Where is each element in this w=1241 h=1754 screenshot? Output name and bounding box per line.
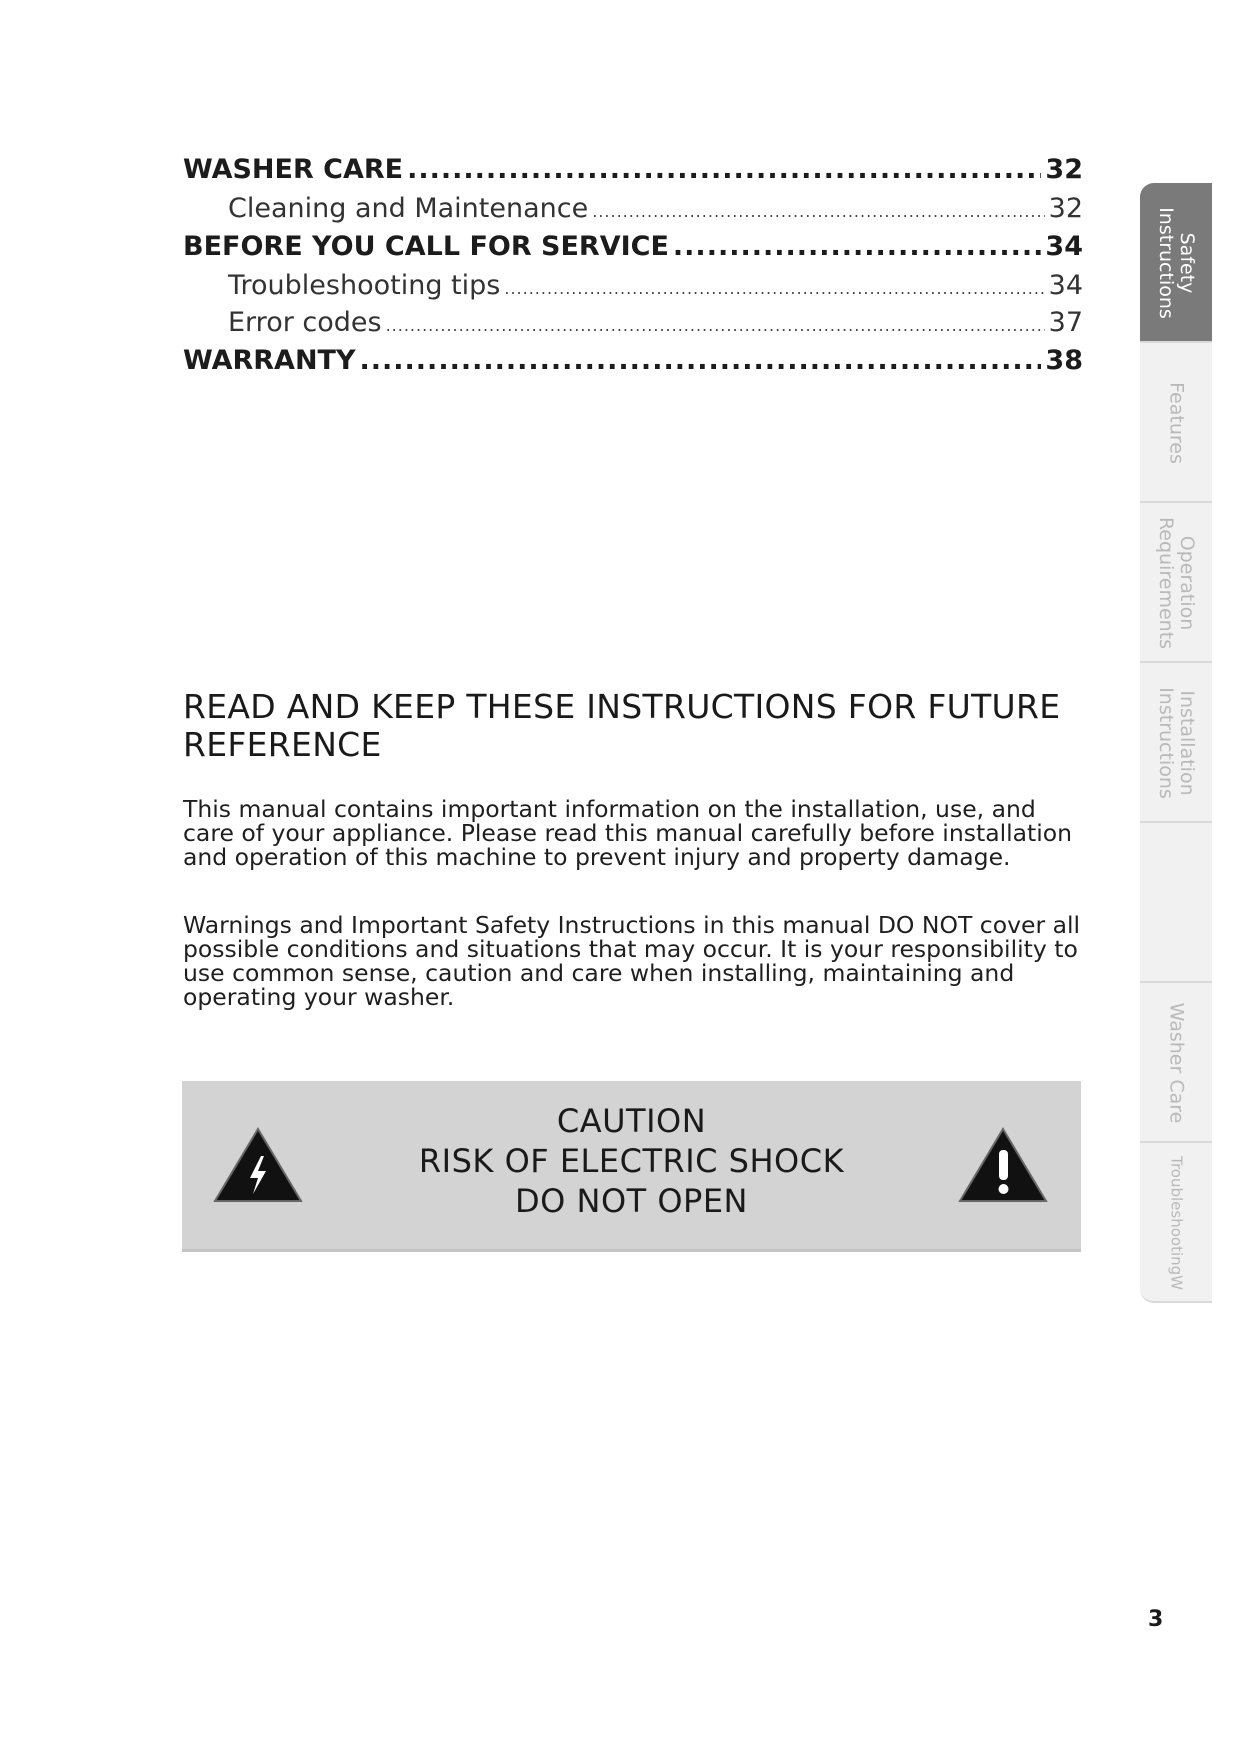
tab-label: Washer Care — [1165, 1002, 1188, 1124]
toc-label: Troubleshooting tips — [228, 270, 501, 301]
tab-troubleshooting[interactable] — [1140, 1143, 1212, 1303]
tab-label: Safety Instructions — [1155, 207, 1198, 319]
toc-label: BEFORE YOU CALL FOR SERVICE — [183, 231, 669, 262]
tab-operation-requirements[interactable] — [1140, 503, 1212, 663]
section-side-tabs — [1140, 183, 1212, 1303]
toc-leader — [360, 341, 1042, 381]
caution-box — [182, 1081, 1081, 1252]
tab-blank[interactable] — [1140, 823, 1212, 983]
tab-safety-instructions[interactable] — [1140, 183, 1212, 343]
tab-label: Installation Instructions — [1155, 687, 1198, 799]
toc-leader — [673, 227, 1042, 267]
tab-washer-care[interactable] — [1140, 983, 1212, 1143]
tab-features[interactable] — [1140, 343, 1212, 503]
caution-text — [362, 1101, 901, 1221]
page-number: 3 — [1148, 1607, 1164, 1632]
caution-title: CAUTION — [556, 1102, 707, 1140]
toc-label: Error codes — [228, 307, 382, 338]
toc-leader — [592, 193, 1044, 227]
toc-entry-error-codes[interactable] — [183, 304, 1083, 341]
table-of-contents — [183, 150, 1083, 381]
toc-leader — [386, 307, 1045, 341]
toc-label: Cleaning and Maintenance — [228, 193, 589, 224]
section-heading: READ AND KEEP THESE INSTRUCTIONS FOR FUTURE REFERENCE — [183, 687, 1061, 764]
tab-label: Operation Requirements — [1155, 516, 1198, 650]
toc-page: 34 — [1048, 270, 1083, 301]
toc-label: WASHER CARE — [183, 154, 404, 185]
toc-label: WARRANTY — [183, 345, 356, 376]
toc-entry-before-you-call[interactable] — [183, 227, 1083, 267]
warning-paragraph: Warnings and Important Safety Instructions in this manual DO NOT cover all possible conditions and situations that may occur. It is your responsibility to use common sense, caution and care when installing, maintaining and operating your washer. — [183, 911, 1081, 1011]
toc-leader — [407, 150, 1041, 190]
electric-shock-warning-icon — [212, 1126, 304, 1204]
toc-entry-cleaning-and-maintenance[interactable] — [183, 190, 1083, 227]
tab-label: TroubleshootingW — [1167, 1156, 1186, 1290]
toc-leader — [504, 270, 1044, 304]
toc-page: 34 — [1045, 231, 1083, 262]
toc-entry-troubleshooting-tips[interactable] — [183, 267, 1083, 304]
tab-label: Features — [1165, 382, 1188, 464]
tab-installation-instructions[interactable] — [1140, 663, 1212, 823]
toc-page: 38 — [1045, 345, 1083, 376]
toc-page: 32 — [1048, 193, 1083, 224]
toc-page: 37 — [1048, 307, 1083, 338]
intro-paragraph: This manual contains important information on the installation, use, and care of your appliance. Please read this manual carefully before installation and operation of this machine to prevent injury and property damage. — [183, 795, 1073, 871]
toc-entry-warranty[interactable] — [183, 341, 1083, 381]
toc-entry-washer-care[interactable] — [183, 150, 1083, 190]
exclamation-warning-icon — [957, 1126, 1049, 1204]
caution-do-not-open: DO NOT OPEN — [515, 1182, 748, 1220]
caution-risk: RISK OF ELECTRIC SHOCK — [418, 1142, 845, 1180]
toc-page: 32 — [1045, 154, 1083, 185]
